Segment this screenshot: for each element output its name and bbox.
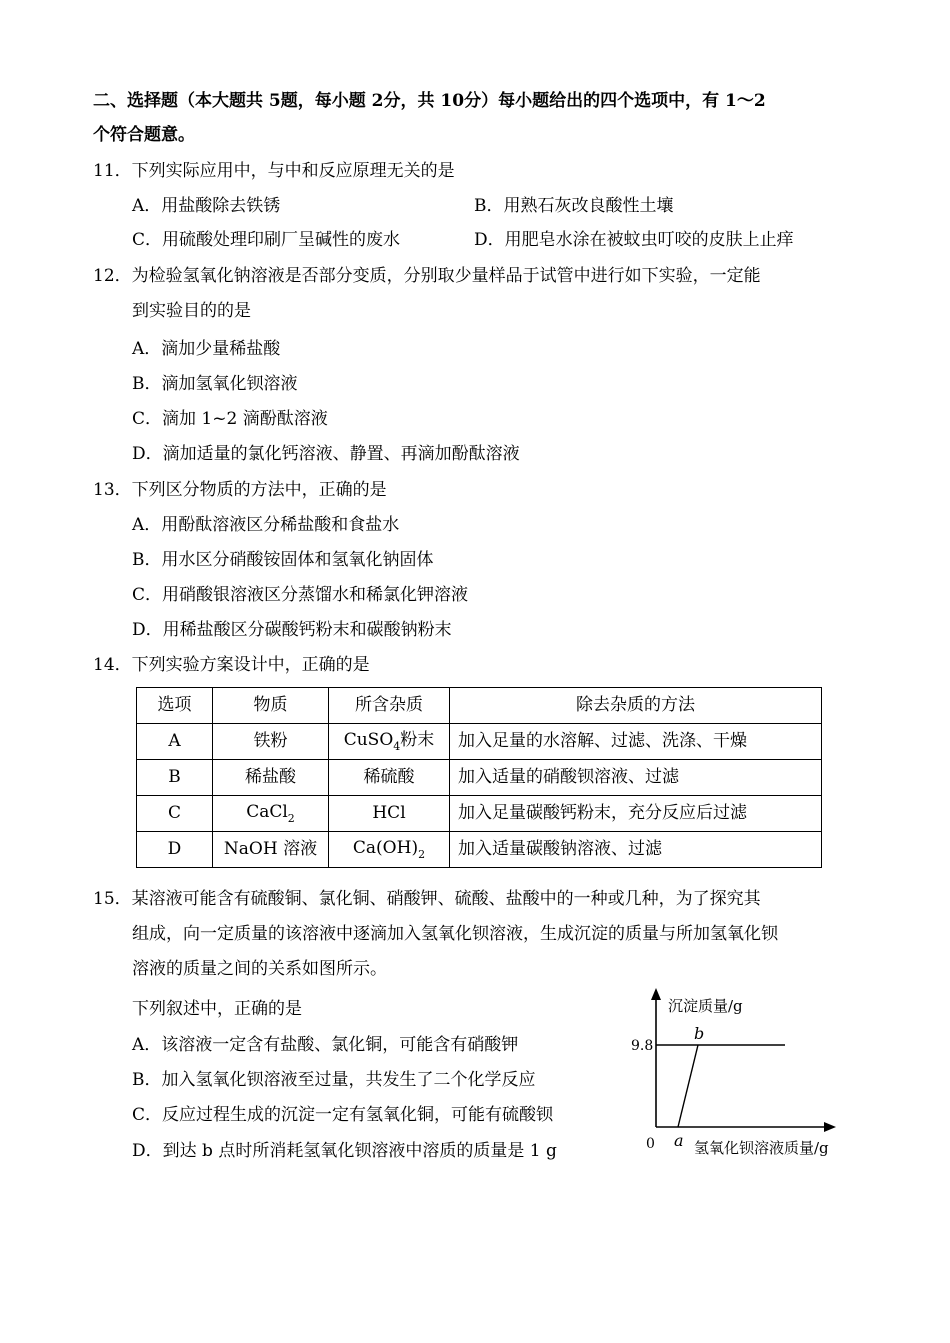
q11-option-d: D．用肥皂水涂在被蚊虫叮咬的皮肤上止痒 bbox=[474, 230, 794, 250]
row-method: 加入适量碳酸钠溶液、过滤 bbox=[450, 832, 822, 868]
row-impurity bbox=[329, 724, 450, 760]
y-axis-label: 沉淀质量/g bbox=[668, 997, 743, 1015]
x-axis-label: 氢氧化钡溶液质量/g bbox=[694, 1139, 829, 1157]
q15-option-b: B．加入氢氧化钡溶液至过量，共发生了二个化学反应 bbox=[132, 1070, 536, 1090]
q14-stem: 14．下列实验方案设计中，正确的是 bbox=[93, 655, 370, 675]
row-substance bbox=[213, 796, 329, 832]
impurity-subscript: 4 bbox=[393, 739, 401, 753]
q11-stem: 11．下列实际应用中，与中和反应原理无关的是 bbox=[93, 161, 455, 181]
section-heading-cont: 个符合题意。 bbox=[93, 125, 195, 145]
substance-subscript: 2 bbox=[287, 811, 295, 825]
q12-option-c: C．滴加 1~2 滴酚酞溶液 bbox=[132, 409, 328, 429]
q14-table bbox=[136, 687, 822, 868]
row-method: 加入足量碳酸钙粉末，充分反应后过滤 bbox=[450, 796, 822, 832]
impurity-formula: CuSO bbox=[343, 729, 394, 750]
q12-option-a: A．滴加少量稀盐酸 bbox=[132, 339, 281, 359]
q11-option-b: B．用熟石灰改良酸性土壤 bbox=[474, 196, 674, 216]
table-row bbox=[137, 724, 822, 760]
row-impurity: 稀硫酸 bbox=[329, 760, 450, 796]
section-heading: 二、选择题（本大题共 5题，每小题 2分，共 10分）每小题给出的四个选项中，有 1～2 bbox=[93, 91, 766, 111]
origin-label: 0 bbox=[646, 1136, 655, 1152]
row-option: D bbox=[137, 832, 213, 868]
q12-option-b: B．滴加氢氧化钡溶液 bbox=[132, 374, 298, 394]
row-substance: 稀盐酸 bbox=[213, 760, 329, 796]
substance-formula: CaCl bbox=[246, 801, 288, 822]
q12-stem: 12．为检验氢氧化钠溶液是否部分变质，分别取少量样品于试管中进行如下实验，一定能 bbox=[93, 266, 761, 286]
impurity-suffix: 粉末 bbox=[400, 729, 435, 750]
q11-option-a: A．用盐酸除去铁锈 bbox=[132, 196, 281, 216]
q12-option-d: D．滴加适量的氯化钙溶液、静置、再滴加酚酞溶液 bbox=[132, 444, 520, 464]
table-row bbox=[137, 760, 822, 796]
q15-option-a: A．该溶液一定含有盐酸、氯化铜，可能含有硝酸钾 bbox=[132, 1035, 519, 1055]
q15-stem-cont-1: 组成，向一定质量的该溶液中逐滴加入氢氧化钡溶液，生成沉淀的质量与所加氢氧化钡 bbox=[132, 924, 778, 944]
q13-option-b: B．用水区分硝酸铵固体和氢氧化钠固体 bbox=[132, 550, 434, 570]
q13-option-d: D．用稀盐酸区分碳酸钙粉末和碳酸钠粉末 bbox=[132, 620, 452, 640]
header-option: 选项 bbox=[137, 688, 213, 724]
q11-option-c: C．用硫酸处理印刷厂呈碱性的废水 bbox=[132, 230, 401, 250]
row-impurity bbox=[329, 832, 450, 868]
row-option: A bbox=[137, 724, 213, 760]
row-substance: 铁粉 bbox=[213, 724, 329, 760]
row-method: 加入足量的水溶解、过滤、洗涤、干燥 bbox=[450, 724, 822, 760]
q15-prompt: 下列叙述中，正确的是 bbox=[132, 999, 302, 1019]
row-substance: NaOH 溶液 bbox=[213, 832, 329, 868]
row-option: B bbox=[137, 760, 213, 796]
q15-stem-cont-2: 溶液的质量之间的关系如图所示。 bbox=[132, 959, 387, 979]
table-row bbox=[137, 796, 822, 832]
header-method: 除去杂质的方法 bbox=[450, 688, 822, 724]
table-header-row bbox=[137, 688, 822, 724]
q15-option-c: C．反应过程生成的沉淀一定有氢氧化铜，可能有硫酸钡 bbox=[132, 1105, 554, 1125]
q13-option-c: C．用硝酸银溶液区分蒸馏水和稀氯化钾溶液 bbox=[132, 585, 469, 605]
header-impurity: 所含杂质 bbox=[329, 688, 450, 724]
impurity-formula: Ca(OH) bbox=[352, 837, 419, 858]
y-axis-arrow-icon bbox=[651, 988, 661, 1000]
q13-stem: 13．下列区分物质的方法中，正确的是 bbox=[93, 480, 387, 500]
row-option: C bbox=[137, 796, 213, 832]
rise-line bbox=[678, 1045, 698, 1127]
row-impurity: HCl bbox=[329, 796, 450, 832]
q15-option-d: D．到达 b 点时所消耗氢氧化钡溶液中溶质的质量是 1 g bbox=[132, 1141, 557, 1161]
point-b-label: b bbox=[694, 1024, 705, 1043]
precipitate-graph bbox=[620, 985, 850, 1170]
q13-option-a: A．用酚酞溶液区分稀盐酸和食盐水 bbox=[132, 515, 400, 535]
y-tick-label: 9.8 bbox=[631, 1038, 654, 1054]
q12-stem-cont: 到实验目的的是 bbox=[132, 301, 251, 321]
point-a-label: a bbox=[674, 1131, 684, 1150]
impurity-subscript: 2 bbox=[418, 847, 426, 861]
q15-stem: 15．某溶液可能含有硫酸铜、氯化铜、硝酸钾、硫酸、盐酸中的一种或几种，为了探究其 bbox=[93, 889, 761, 909]
table-row bbox=[137, 832, 822, 868]
header-substance: 物质 bbox=[213, 688, 329, 724]
row-method: 加入适量的硝酸钡溶液、过滤 bbox=[450, 760, 822, 796]
x-axis-arrow-icon bbox=[824, 1122, 836, 1132]
